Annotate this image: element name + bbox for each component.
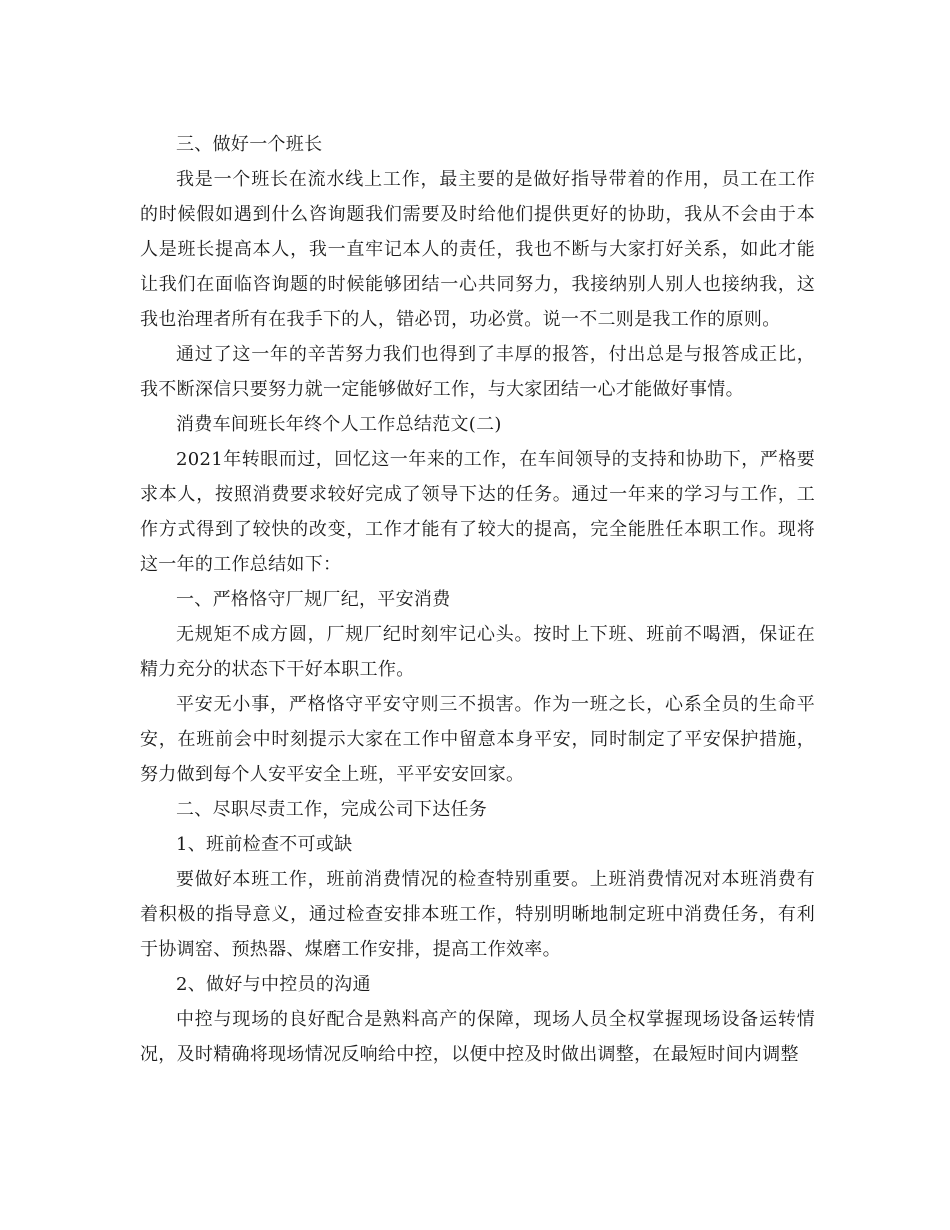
paragraph: 2021年转眼而过，回忆这一年来的工作，在车间领导的支持和协助下，严格要求本人，按照消费要求较好完成了领导下达的任务。通过一年来的学习与工作，工作方式得到了较快的改变，工作才能有了较大的提高，完全能胜任本职工作。现将这一年的工作总结如下：: [140, 449, 815, 575]
paragraph: 要做好本班工作，班前消费情况的检查特别重要。上班消费情况对本班消费有着积极的指导意义，通过检查安排本班工作，特别明晰地制定班中消费任务，有利于协调窑、预热器、煤磨工作安排，提高工作效率。: [140, 869, 815, 960]
document-body: [140, 127, 815, 1072]
paragraph: 无规矩不成方圆，厂规厂纪时刻牢记心头。按时上下班、班前不喝酒，保证在精力充分的状态下干好本职工作。: [140, 624, 815, 680]
section-heading-2: 二、尽职尽责工作，完成公司下达任务: [176, 799, 488, 820]
paragraph: 我是一个班长在流水线上工作，最主要的是做好指导带着的作用，员工在工作的时候假如遇到什么咨询题我们需要及时给他们提供更好的协助，我从不会由于本人是班长提高本人，我一直牢记本人的责任，我也不断与大家打好关系，如此才能让我们在面临咨询题的时候能够团结一心共同努力，我接纳别人别人也接纳我，这我也治理者所有在我手下的人，错必罚，功必赏。说一不二则是我工作的原则。: [140, 169, 815, 330]
section-heading-1: 一、严格恪守厂规厂纪，平安消费: [176, 589, 451, 610]
document-subtitle: 消费车间班长年终个人工作总结范文(二): [176, 414, 502, 435]
paragraph: 中控与现场的良好配合是熟料高产的保障，现场人员全权掌握现场设备运转情况，及时精确将现场情况反响给中控，以便中控及时做出调整，在最短时间内调整: [140, 1009, 815, 1065]
section-heading-3: 三、做好一个班长: [176, 134, 323, 155]
paragraph: 通过了这一年的辛苦努力我们也得到了丰厚的报答，付出总是与报答成正比，我不断深信只要努力就一定能够做好工作，与大家团结一心才能做好事情。: [140, 344, 815, 400]
subheading-2: 2、做好与中控员的沟通: [176, 974, 371, 995]
subheading-1: 1、班前检查不可或缺: [176, 834, 353, 855]
paragraph: 平安无小事，严格恪守平安守则三不损害。作为一班之长，心系全员的生命平安，在班前会中时刻提示大家在工作中留意本身平安，同时制定了平安保护措施，努力做到每个人安平安全上班，平平安安回家。: [140, 694, 815, 785]
